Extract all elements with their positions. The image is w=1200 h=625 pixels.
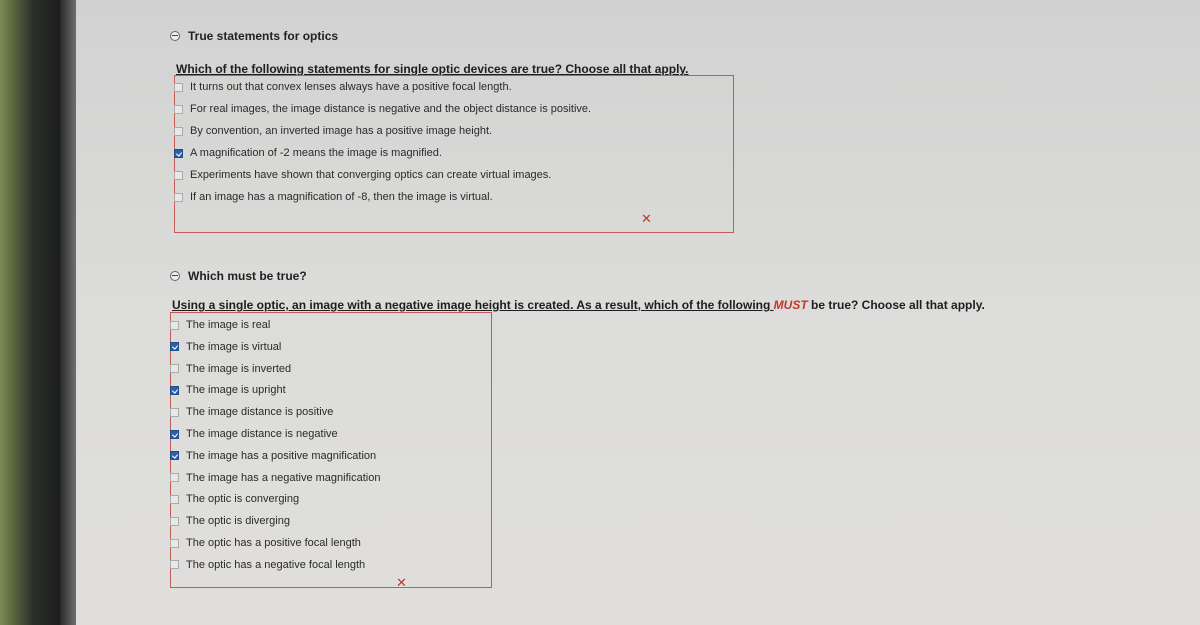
option-row[interactable]: [170, 534, 361, 552]
option-row[interactable]: [174, 122, 492, 140]
option-label: The optic has a negative focal length: [186, 558, 366, 571]
checkbox[interactable]: [170, 495, 179, 504]
option-row[interactable]: [170, 338, 281, 356]
option-row[interactable]: [170, 381, 286, 399]
option-label: It turns out that convex lenses always have a positive focal length.: [190, 81, 512, 93]
option-label: The image is upright: [186, 384, 286, 397]
option-label: The image is real: [186, 319, 271, 331]
section-true-statements: [170, 28, 338, 44]
checkbox[interactable]: [174, 171, 183, 180]
incorrect-icon: ✕: [641, 212, 652, 227]
section-title: True statements for optics: [188, 29, 339, 43]
option-row[interactable]: [174, 166, 551, 184]
quiz-page: [76, 0, 1200, 625]
checkbox-checked[interactable]: [170, 386, 179, 395]
option-row[interactable]: [174, 144, 442, 162]
section-header[interactable]: [170, 28, 338, 44]
checkbox[interactable]: [170, 473, 179, 482]
checkbox-checked[interactable]: [170, 430, 179, 439]
question-text: Using a single optic, an image with a negative image height is created. As a result, which of the following MUST be true? Choose all that apply.: [172, 298, 985, 312]
option-label: By convention, an inverted image has a positive image height.: [190, 125, 493, 137]
option-row[interactable]: [170, 316, 270, 334]
option-label: The image has a positive magnification: [186, 449, 377, 462]
monitor-bezel: [0, 0, 60, 625]
checkbox[interactable]: [174, 193, 183, 202]
option-row[interactable]: [170, 425, 338, 443]
checkbox[interactable]: [170, 408, 179, 417]
collapse-icon[interactable]: [170, 271, 180, 281]
option-label: For real images, the image distance is negative and the object distance is positive.: [190, 103, 592, 115]
option-label: The image has a negative magnification: [186, 471, 381, 484]
option-row[interactable]: [170, 556, 365, 574]
checkbox[interactable]: [170, 321, 179, 330]
checkbox[interactable]: [174, 127, 183, 136]
checkbox-checked[interactable]: [174, 149, 183, 158]
incorrect-icon: ✕: [396, 576, 407, 591]
checkbox-checked[interactable]: [170, 342, 179, 351]
checkbox[interactable]: [170, 364, 179, 373]
option-label: A magnification of -2 means the image is magnified.: [190, 147, 442, 159]
question-text: Which of the following statements for single optic devices are true? Choose all that apply.: [176, 62, 689, 76]
option-label: The image distance is negative: [186, 428, 338, 440]
option-row[interactable]: [174, 188, 493, 206]
option-label: The optic has a positive focal length: [186, 537, 361, 549]
checkbox[interactable]: [170, 539, 179, 548]
must-emphasis: MUST: [773, 298, 808, 312]
checkbox[interactable]: [174, 105, 183, 114]
option-row[interactable]: [174, 78, 512, 96]
section-must-be-true: [170, 268, 307, 284]
option-label: If an image has a magnification of -8, then the image is virtual.: [190, 191, 493, 203]
option-row[interactable]: [174, 100, 591, 118]
option-label: The image is virtual: [186, 340, 282, 353]
screen-edge: [60, 0, 76, 625]
option-row[interactable]: [170, 403, 333, 421]
checkbox[interactable]: [170, 560, 179, 569]
option-row[interactable]: [170, 469, 380, 487]
option-row[interactable]: [170, 512, 290, 530]
collapse-icon[interactable]: [170, 31, 180, 41]
option-label: The optic is diverging: [186, 515, 290, 528]
option-label: The image distance is positive: [186, 406, 334, 419]
section-title: Which must be true?: [188, 269, 307, 283]
option-row[interactable]: [170, 360, 291, 378]
option-label: The image is inverted: [186, 362, 292, 375]
checkbox[interactable]: [170, 517, 179, 526]
checkbox-checked[interactable]: [170, 451, 179, 460]
option-row[interactable]: [170, 490, 299, 508]
option-row[interactable]: [170, 447, 376, 465]
option-label: Experiments have shown that converging optics can create virtual images.: [190, 169, 552, 181]
option-label: The optic is converging: [186, 493, 300, 506]
checkbox[interactable]: [174, 83, 183, 92]
section-header[interactable]: [170, 268, 307, 284]
